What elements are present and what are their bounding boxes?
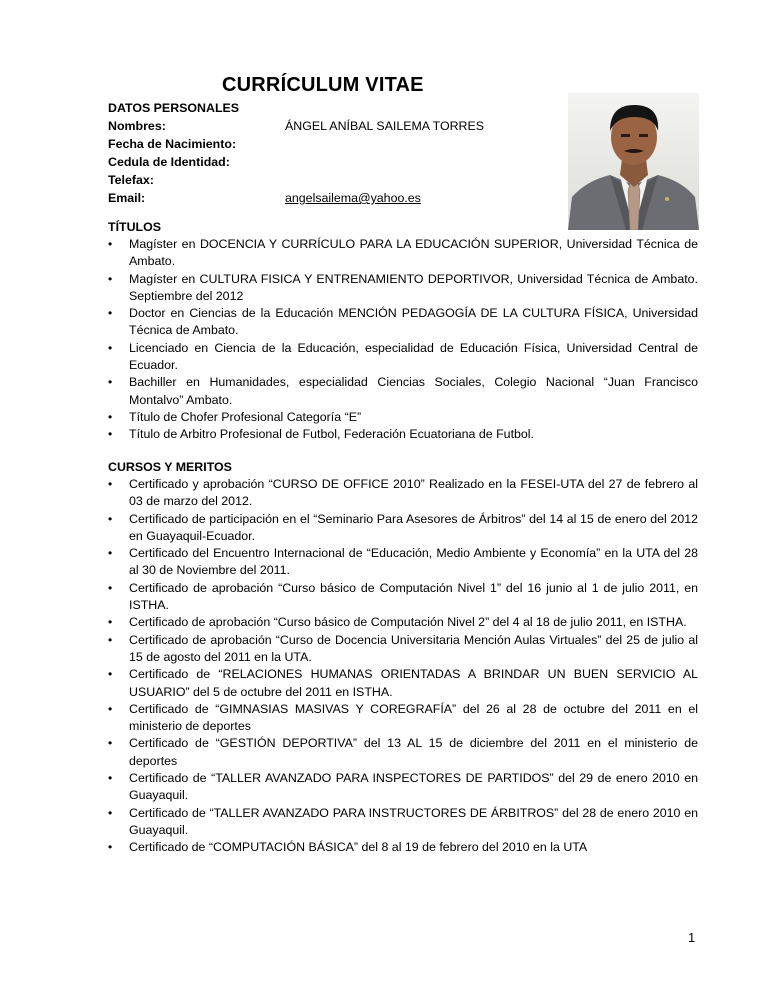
list-item: • Título de Arbitro Profesional de Futbol, Federación Ecuatoriana de Futbol. [108,426,698,443]
bullet-icon: • [108,805,113,820]
bullet-icon: • [108,409,113,424]
titulos-list [108,236,698,444]
email-link[interactable]: angelsailema@yahoo.es [285,191,421,205]
field-email [108,189,438,207]
list-item: • Certificado de aprobación “Curso de Docencia Universitaria Mención Aulas Virtuales” del 25 de julio al 15 de agosto del 2011 en la UTA. [108,632,698,664]
list-item: • Certificado del Encuentro Internacional de “Educación, Medio Ambiente y Economía” en la UTA del 28 al 30 de Noviembre del 2011. [108,546,698,578]
bullet-icon: • [108,237,113,251]
page-number: 1 [688,930,696,945]
page-title: CURRÍCULUM VITAE [222,74,424,96]
bullet-icon: • [108,580,113,595]
bullet-icon: • [108,546,113,561]
field-label: Fecha de Nacimiento: [108,137,237,151]
field-label: Nombres: [108,119,166,133]
bullet-icon: • [108,340,113,355]
field-label: Telefax: [108,173,154,187]
field-fecha-nacimiento [108,135,438,153]
cursos-section [108,458,698,857]
field-label: Cedula de Identidad: [108,155,230,169]
bullet-icon: • [108,615,113,630]
list-item: • Certificado de “GIMNASIAS MASIVAS Y COREGRAFÍA” del 26 al 28 de octubre del 2011 en el ministerio de deportes [108,701,698,734]
bullet-icon: • [108,667,113,682]
field-telefax [108,171,438,189]
bullet-icon: • [108,477,113,491]
field-label: Email: [108,191,146,205]
list-item: • Certificado de “TALLER AVANZADO PARA INSTRUCTORES DE ÁRBITROS” del 28 de enero 2010 en Guayaquil. [108,805,698,837]
field-value: ÁNGEL ANÍBAL SAILEMA TORRES [285,119,485,133]
list-item: • Magíster en CULTURA FISICA Y ENTRENAMIENTO DEPORTIVOR, Universidad Técnica de Ambato. Septiembre del 2012 [108,271,698,303]
bullet-icon: • [108,701,113,716]
bullet-icon: • [108,427,113,442]
list-item: • Certificado de “RELACIONES HUMANAS ORIENTADAS A BRINDAR UN BUEN SERVICIO AL USUARIO” del 5 de octubre del 2011 en ISTHA. [108,667,698,699]
list-item: • Certificado de “COMPUTACIÓN BÁSICA” del 8 al 19 de febrero del 2010 en la UTA [108,839,698,856]
list-item: • Certificado de participación en el “Seminario Para Asesores de Árbitros” del 14 al 15 de enero del 2012 en Guayaquil-Ecuador. [108,511,698,543]
list-item: • Doctor en Ciencias de la Educación MENCIÓN PEDAGOGÍA DE LA CULTURA FÍSICA, Universidad Técnica de Ambato. [108,306,698,338]
list-item: • Certificado de “TALLER AVANZADO PARA INSPECTORES DE PARTIDOS” del 29 de enero 2010 en Guayaquil. [108,771,698,803]
bullet-icon: • [108,840,113,855]
list-item: • Certificado de “GESTIÓN DEPORTIVA” del 13 AL 15 de diciembre del 2011 en el ministerio de deportes [108,736,698,768]
list-item: • Certificado de aprobación “Curso básico de Computación Nivel 1” del 16 junio al 1 de julio 2011, en ISTHA. [108,580,698,613]
profile-photo [568,93,699,230]
titulos-heading: TÍTULOS [108,220,161,234]
list-item: • Título de Chofer Profesional Categoría “E” [108,409,698,426]
bullet-icon: • [108,511,113,526]
list-item: • Magíster en DOCENCIA Y CURRÍCULO PARA LA EDUCACIÓN SUPERIOR, Universidad Técnica de Ambato. [108,237,698,269]
titulos-section [108,218,698,444]
personal-data-section [108,99,485,207]
bullet-icon: • [108,736,113,751]
list-item: • Certificado y aprobación “CURSO DE OFFICE 2010” Realizado en la FESEI-UTA del 27 de febrero al 03 de marzo del 2012. [108,477,698,509]
field-nombres [108,117,485,135]
cursos-heading: CURSOS Y MERITOS [108,460,232,474]
bullet-icon: • [108,632,113,647]
field-cedula [108,153,438,171]
cursos-list [108,476,698,857]
bullet-icon: • [108,306,113,321]
list-item: • Certificado de aprobación “Curso básico de Computación Nivel 2” del 4 al 18 de julio 2011, en ISTHA. [108,614,698,631]
bullet-icon: • [108,375,113,390]
bullet-icon: • [108,771,113,786]
bullet-icon: • [108,271,113,286]
list-item: • Licenciado en Ciencia de la Educación, especialidad de Educación Física, Universidad Central de Ecuador. [108,340,698,373]
list-item: • Bachiller en Humanidades, especialidad Ciencias Sociales, Colegio Nacional “Juan Francisco Montalvo” Ambato. [108,375,698,407]
personal-data-heading: DATOS PERSONALES [108,101,240,115]
